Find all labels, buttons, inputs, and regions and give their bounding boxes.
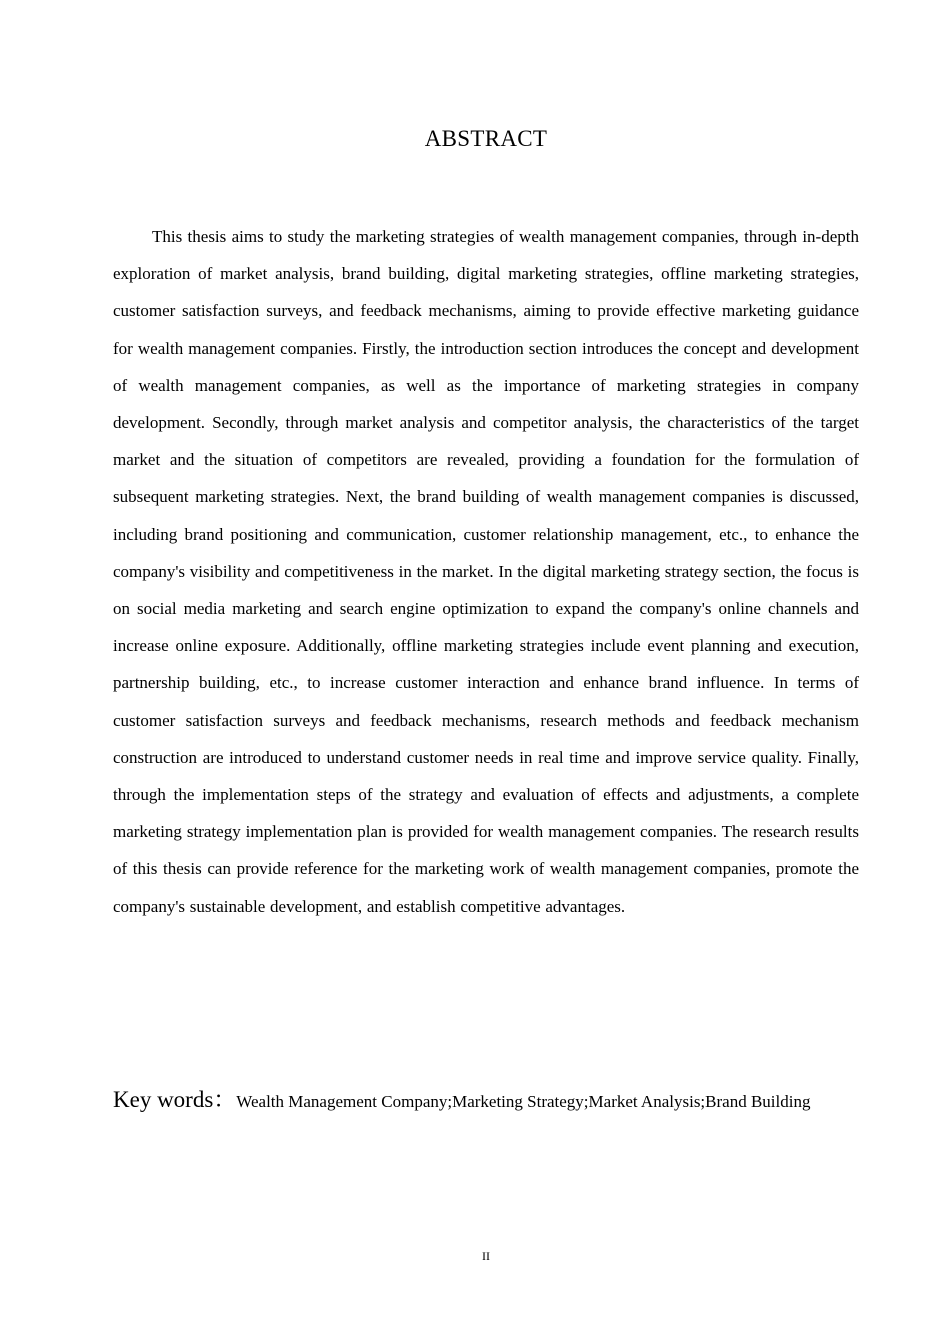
keywords-section — [113, 1082, 859, 1119]
abstract-body: This thesis aims to study the marketing strategies of wealth management companies, through in-depth exploration of market analysis, brand building, digital marketing strategies, offline marketing strategies, customer satisfaction surveys, and feedback mechanisms, aiming to provide effective marketing guidance for wealth management companies. Firstly, the introduction section introduces the concept and development of wealth management companies, as well as the importance of marketing strategies in company development. Secondly, through market analysis and competitor analysis, the characteristics of the target market and the situation of competitors are revealed, providing a foundation for the formulation of subsequent marketing strategies. Next, the brand building of wealth management companies is discussed, including brand positioning and communication, customer relationship management, etc., to enhance the company's visibility and competitiveness in the market. In the digital marketing strategy section, the focus is on social media marketing and search engine optimization to expand the company's online channels and increase online exposure. Additionally, offline marketing strategies include event planning and execution, partnership building, etc., to increase customer interaction and enhance brand influence. In terms of customer satisfaction surveys and feedback mechanisms, research methods and feedback mechanism construction are introduced to understand customer needs in real time and improve service quality. Finally, through the implementation steps of the strategy and evaluation of effects and adjustments, a complete marketing strategy implementation plan is provided for wealth management companies. The research results of this thesis can provide reference for the marketing work of wealth management companies, promote the company's sustainable development, and establish competitive advantages. — [113, 227, 859, 916]
keywords-label: Key words： — [113, 1087, 237, 1112]
page-number: II — [482, 1249, 490, 1263]
page-title: ABSTRACT — [424, 126, 548, 151]
keywords-text: Wealth Management Company;Marketing Strategy;Market Analysis;Brand Building — [236, 1092, 811, 1111]
